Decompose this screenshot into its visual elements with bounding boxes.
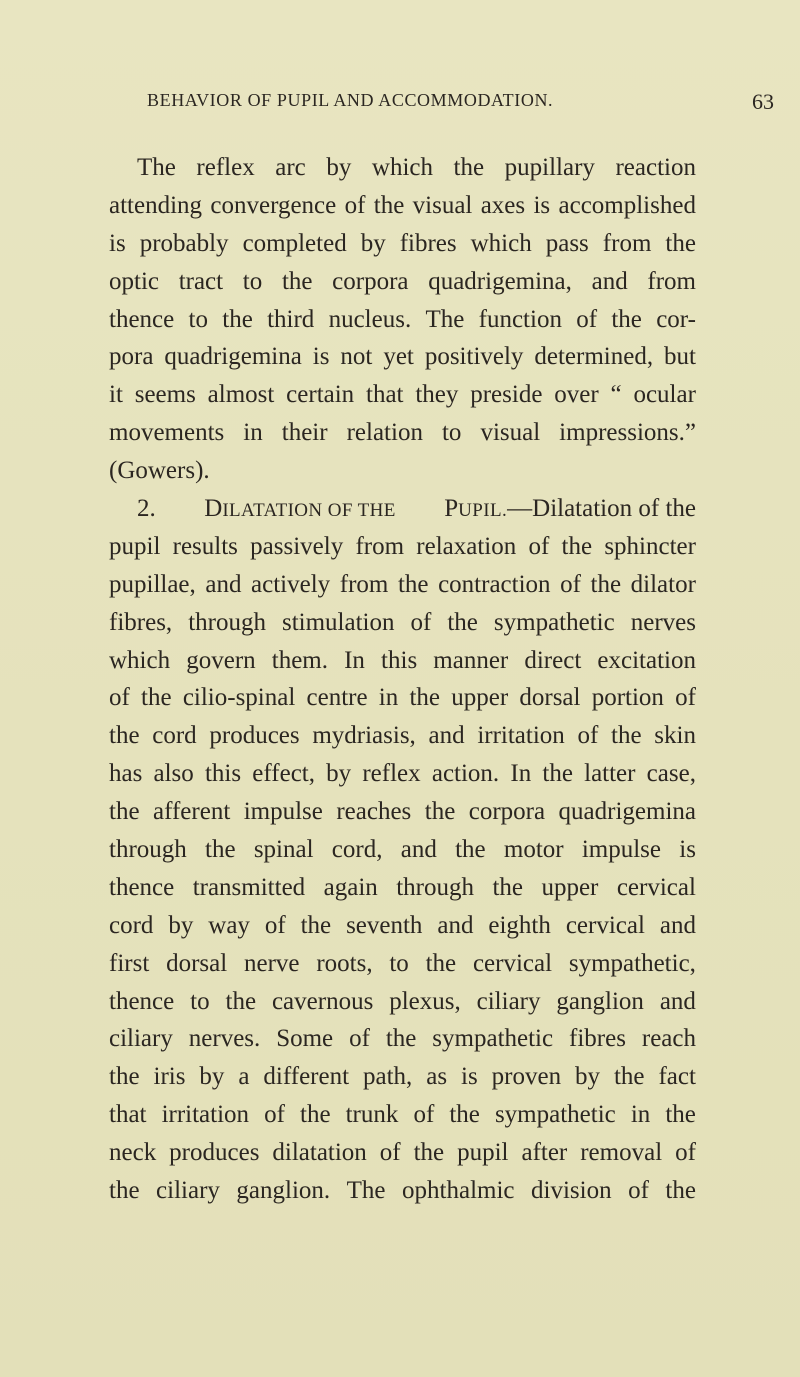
word: after	[521, 1139, 568, 1167]
word: pass	[545, 229, 589, 257]
paragraph-2-line	[109, 945, 696, 983]
word: nerve	[243, 949, 300, 977]
word: fibres,	[109, 608, 173, 636]
word: of	[528, 532, 550, 560]
word: through	[188, 608, 266, 636]
paragraph-2-line	[109, 679, 696, 717]
word: the	[300, 1101, 331, 1129]
word: nucleus.	[328, 305, 412, 333]
word: reflex	[362, 760, 421, 788]
word: The	[137, 154, 176, 181]
word: fact	[658, 1063, 696, 1091]
word: and	[437, 911, 474, 939]
word: the	[611, 722, 642, 750]
word: of	[577, 722, 599, 750]
word: upper	[541, 873, 599, 901]
word: the	[665, 229, 696, 257]
word: the	[425, 949, 457, 977]
word: (Gowers).	[109, 457, 210, 485]
word: the	[397, 570, 429, 598]
word: quadrigemina	[164, 343, 302, 371]
word: path,	[362, 1063, 413, 1091]
word: of	[560, 570, 581, 598]
paragraph-1-line	[109, 263, 696, 301]
word: to	[188, 305, 208, 333]
word: and	[205, 570, 242, 598]
word: reaches	[336, 798, 412, 826]
word: is	[679, 836, 696, 864]
word: latter	[584, 760, 636, 788]
word: cervical	[472, 949, 553, 977]
word: the	[109, 798, 140, 826]
word: relation	[346, 419, 423, 447]
word: the	[413, 1139, 445, 1167]
word: different	[263, 1063, 350, 1091]
word: to	[389, 949, 409, 977]
word: centre	[306, 684, 368, 712]
paragraph-2-line	[109, 1020, 696, 1058]
word: govern	[186, 646, 256, 674]
word: the	[373, 191, 405, 219]
word: pupil	[109, 532, 161, 560]
word: the	[281, 267, 313, 295]
body-text	[109, 149, 696, 1210]
word: from	[602, 229, 652, 257]
paragraph-2-line	[109, 717, 696, 755]
word: eighth	[488, 911, 551, 939]
word: action.	[431, 760, 500, 788]
word: that	[109, 1101, 147, 1129]
word: is	[312, 343, 330, 371]
word: stimulation	[281, 608, 395, 636]
word: the	[665, 1177, 696, 1205]
word: by	[575, 1063, 601, 1091]
heading-initial-1: D	[204, 495, 223, 523]
word: cervical	[565, 911, 645, 939]
word: The	[425, 305, 465, 333]
word: which	[470, 229, 532, 257]
word: pupillary	[504, 154, 595, 181]
word: reaction	[615, 154, 696, 181]
word: The	[346, 1177, 386, 1205]
word: by	[326, 154, 352, 181]
word: them.	[271, 646, 328, 674]
word: In	[344, 646, 365, 674]
word: transmitted	[192, 873, 306, 901]
word: sympathetic	[494, 1101, 616, 1129]
word: the	[109, 1177, 140, 1205]
word: tract	[178, 267, 224, 295]
word: of	[628, 1177, 649, 1205]
word: cord	[109, 911, 154, 939]
word: reach	[641, 1025, 696, 1053]
word: nerves	[630, 608, 696, 636]
word: axes	[480, 191, 526, 219]
word: excitation	[597, 646, 696, 674]
paragraph-2-line	[109, 755, 696, 793]
word: in	[378, 684, 399, 712]
word: by	[199, 1063, 225, 1091]
word: and	[659, 987, 696, 1015]
word: ciliary	[156, 1177, 220, 1205]
paragraph-1-line	[109, 452, 696, 490]
word: by	[168, 911, 194, 939]
word: is	[461, 1063, 478, 1091]
word: is	[109, 229, 126, 257]
word: a	[238, 1063, 250, 1091]
page-number: 63	[752, 89, 774, 114]
word: arc	[275, 154, 306, 181]
word: that	[366, 381, 404, 409]
word: iris	[153, 1063, 186, 1091]
heading-rest-1: ILATATION OF THE	[222, 500, 396, 522]
paragraph-1-line	[109, 187, 696, 225]
word: of	[576, 305, 598, 333]
section-number: 2.	[137, 495, 156, 523]
heading-initial-2: P	[444, 495, 459, 523]
word: sympathetic	[432, 1025, 554, 1053]
paragraph-2-line	[109, 566, 696, 604]
word: cervical	[616, 873, 696, 901]
word: visual	[412, 191, 473, 219]
word: “	[610, 381, 622, 409]
word: pupil	[457, 1139, 509, 1167]
heading-rest-2: UPIL.	[458, 500, 508, 522]
word: irritation	[477, 722, 565, 750]
word: the	[222, 305, 253, 333]
paragraph-1-line	[109, 225, 696, 263]
word: the	[447, 608, 478, 636]
word: yet	[383, 343, 414, 371]
paragraph-2-line	[109, 869, 696, 907]
word: the	[141, 684, 172, 712]
word: certain	[286, 381, 355, 409]
word: not	[340, 343, 373, 371]
word: trunk	[345, 1101, 399, 1129]
word: also	[153, 760, 194, 788]
paragraph-1-line	[109, 338, 696, 376]
paragraph-2-line	[109, 983, 696, 1021]
paragraph-2	[109, 490, 696, 1210]
word: thence	[109, 305, 175, 333]
word: direct	[524, 646, 582, 674]
word: impressions.”	[559, 419, 696, 447]
word: In	[510, 760, 532, 788]
word: Some	[276, 1025, 334, 1053]
word: from	[647, 267, 696, 295]
word: contraction	[438, 570, 551, 598]
word: quadrigemina	[558, 798, 696, 826]
word: and	[428, 722, 465, 750]
word: again	[323, 873, 378, 901]
word: first	[109, 949, 150, 977]
word: ocular	[633, 381, 696, 409]
word: produces	[209, 722, 300, 750]
word: seventh	[346, 911, 423, 939]
word: of	[410, 608, 432, 636]
word: to	[242, 267, 263, 295]
word: nerves.	[188, 1025, 261, 1053]
word: sympathetic	[493, 608, 615, 636]
word: it	[109, 381, 123, 409]
word: fibres	[569, 1025, 626, 1053]
word: cor-	[656, 305, 696, 333]
word: dorsal	[519, 684, 581, 712]
paragraph-2-line	[109, 642, 696, 680]
paragraph-2-line	[109, 1096, 696, 1134]
word: determined,	[534, 343, 654, 371]
word: ciliary	[476, 987, 541, 1015]
word: seems	[134, 381, 196, 409]
word: their	[281, 419, 328, 447]
word: the	[109, 722, 140, 750]
paragraph-1-line	[109, 376, 696, 414]
word: convergence	[210, 191, 337, 219]
word: the	[455, 836, 486, 864]
word: ciliary	[109, 1025, 173, 1053]
word: the	[453, 154, 485, 181]
word: this	[204, 760, 242, 788]
word: the	[611, 305, 642, 333]
word: the	[492, 873, 523, 901]
word: probably	[139, 229, 229, 257]
word: optic	[109, 267, 159, 295]
word: skin	[654, 722, 696, 750]
word: the	[665, 1101, 696, 1129]
word: through	[396, 873, 474, 901]
word: fibres	[399, 229, 457, 257]
word: and	[591, 267, 628, 295]
word: sympathetic,	[568, 949, 696, 977]
word: ophthalmic	[402, 1177, 515, 1205]
word: almost	[207, 381, 275, 409]
word: through	[109, 836, 187, 864]
word: by	[326, 760, 352, 788]
word: this	[381, 646, 418, 674]
word: pupillae,	[109, 570, 196, 598]
word: of	[675, 1139, 696, 1167]
paragraph-2-line	[109, 604, 696, 642]
word: impulse	[581, 836, 662, 864]
word: attending	[109, 191, 203, 219]
word: dilatation	[272, 1139, 367, 1167]
word: positively	[424, 343, 524, 371]
word: cavernous	[271, 987, 374, 1015]
word: produces	[169, 1139, 260, 1167]
word: quadrigemina,	[428, 267, 572, 295]
word: the	[561, 532, 593, 560]
word: roots,	[316, 949, 373, 977]
word: dorsal	[166, 949, 228, 977]
word: of	[109, 684, 130, 712]
paragraph-1	[109, 149, 696, 490]
word: relaxation	[416, 532, 517, 560]
word: of	[379, 1139, 401, 1167]
word: the	[205, 836, 236, 864]
word: and	[659, 911, 696, 939]
word: of	[344, 191, 366, 219]
paragraph-1-line	[109, 414, 696, 452]
word: the	[590, 570, 622, 598]
word: from	[339, 570, 389, 598]
word: as	[426, 1063, 448, 1091]
word: afferent	[153, 798, 231, 826]
word: third	[267, 305, 315, 333]
word: plexus,	[389, 987, 461, 1015]
word: over	[554, 381, 599, 409]
word: in	[630, 1101, 651, 1129]
word: from	[355, 532, 405, 560]
word: of	[413, 1101, 435, 1129]
word: corpora	[468, 798, 546, 826]
word: ganglion	[556, 987, 644, 1015]
word: portion	[591, 684, 664, 712]
word: actively	[251, 570, 331, 598]
word: and	[400, 836, 437, 864]
word: function	[478, 305, 562, 333]
paragraph-2-line	[109, 1058, 696, 1096]
word: by	[360, 229, 386, 257]
word: pora	[109, 343, 154, 371]
section-heading	[204, 490, 395, 528]
word: the	[300, 911, 332, 939]
word: cord,	[331, 836, 383, 864]
word: sphincter	[604, 532, 696, 560]
word: visual	[480, 419, 541, 447]
word: of	[675, 684, 696, 712]
word: which	[371, 154, 433, 181]
word: in	[243, 419, 263, 447]
paragraph-1-line	[109, 301, 696, 339]
paragraph-1-line	[109, 149, 696, 187]
word: passively	[250, 532, 344, 560]
word: is	[533, 191, 551, 219]
word: the	[225, 987, 257, 1015]
word: dilator	[630, 570, 696, 598]
word: to	[441, 419, 462, 447]
word: corpora	[332, 267, 409, 295]
word: the	[613, 1063, 645, 1091]
word: accomplished	[558, 191, 696, 219]
paragraph-2-line	[109, 793, 696, 831]
word: effect,	[252, 760, 315, 788]
word: results	[172, 532, 238, 560]
paragraph-2-line	[109, 1134, 696, 1172]
word: the	[542, 760, 573, 788]
word: impulse	[243, 798, 323, 826]
paragraph-2-first-line	[109, 490, 696, 528]
word: the	[385, 1025, 417, 1053]
word: way	[208, 911, 250, 939]
word: they	[415, 381, 459, 409]
paragraph-2-line	[109, 1172, 696, 1210]
word: the	[109, 1063, 140, 1091]
paragraph-2-line	[109, 831, 696, 869]
word: completed	[242, 229, 347, 257]
word: manner	[433, 646, 509, 674]
word: has	[109, 760, 143, 788]
word: which	[109, 646, 171, 674]
word: of	[349, 1025, 370, 1053]
word: division	[531, 1177, 612, 1205]
word: but	[664, 343, 696, 371]
section-heading-2	[444, 490, 696, 528]
word: movements	[109, 419, 225, 447]
word: upper	[451, 684, 509, 712]
running-head: BEHAVIOR OF PUPIL AND ACCOMMODATION.	[147, 90, 554, 110]
word: cilio-spinal	[182, 684, 296, 712]
paragraph-2-line	[109, 528, 696, 566]
word: of	[264, 911, 286, 939]
word: mydriasis,	[312, 722, 416, 750]
word: neck	[109, 1139, 157, 1167]
word: to	[190, 987, 210, 1015]
word: case,	[646, 760, 696, 788]
word: the	[449, 1101, 480, 1129]
paragraph-2-line	[109, 907, 696, 945]
word: proven	[491, 1063, 562, 1091]
word: ganglion.	[236, 1177, 331, 1205]
word: spinal	[253, 836, 314, 864]
word: the	[409, 684, 441, 712]
word: the	[424, 798, 456, 826]
word: reflex	[196, 154, 255, 181]
word: preside	[470, 381, 543, 409]
word: of	[264, 1101, 285, 1129]
word: thence	[109, 987, 175, 1015]
heading-line-remainder: —Dilatation of the	[507, 495, 696, 523]
word: irritation	[161, 1101, 250, 1129]
word: cord	[152, 722, 197, 750]
word: removal	[580, 1139, 663, 1167]
word: motor	[503, 836, 564, 864]
word: thence	[109, 873, 175, 901]
